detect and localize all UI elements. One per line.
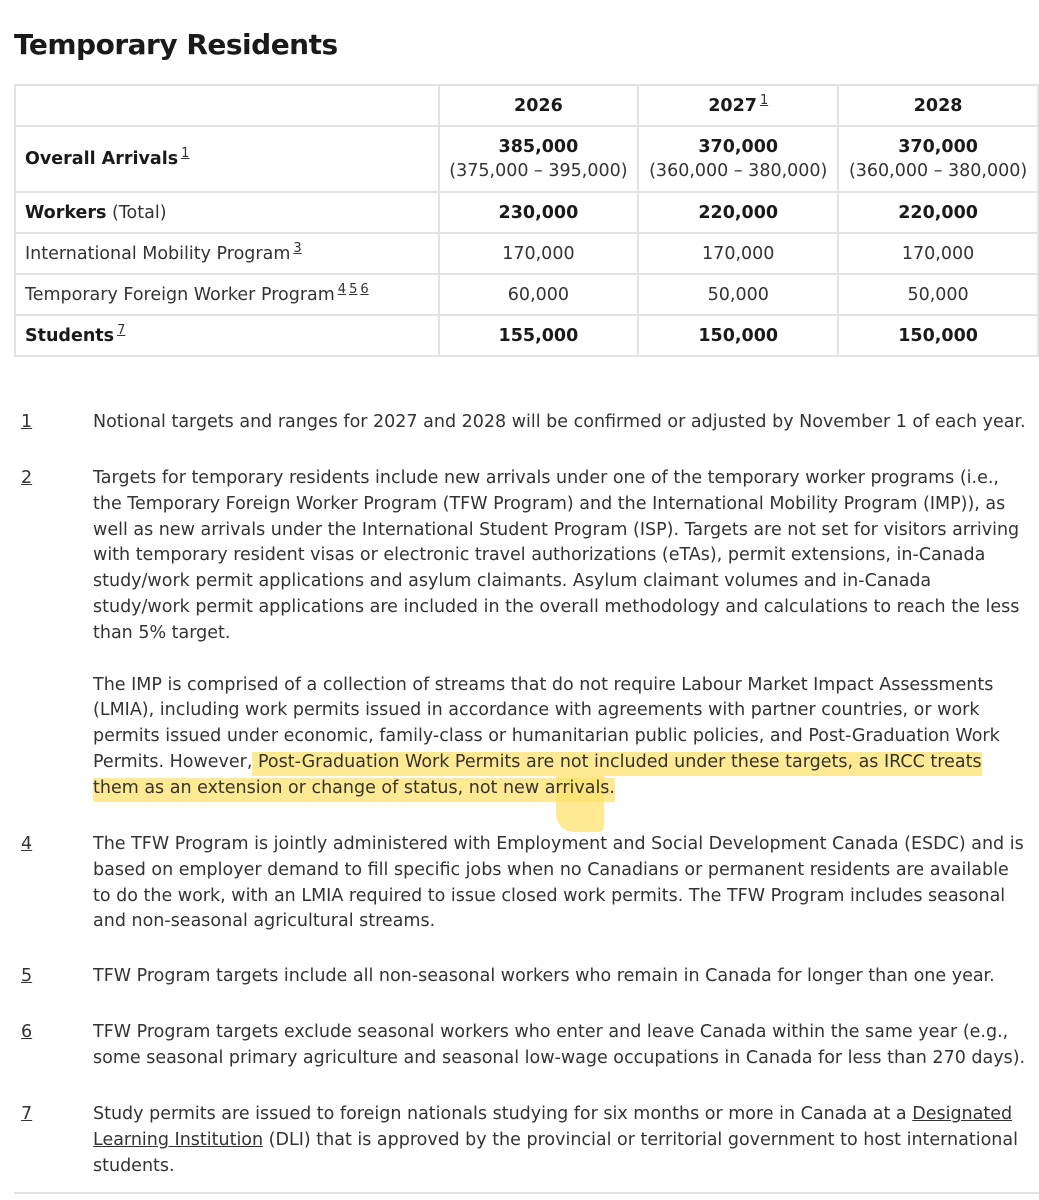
footnote-text-5: TFW Program targets include all non-seasonal workers who remain in Canada for longer than one year. <box>93 966 995 986</box>
footnote-text-6: TFW Program targets exclude seasonal workers who enter and leave Canada within the same year (e.g., some seasonal primary agriculture and seasonal low-wage occupations in Canada for less than 270 days). <box>93 1022 1026 1068</box>
row-label-overall-arrivals: Overall Arrivals $^1$ <box>15 126 439 192</box>
cell-tfwp-2026: 60,000 <box>439 274 639 315</box>
cell-overall-2027: 370,000 (360,000 – 380,000) <box>638 126 838 192</box>
footnote-link-4[interactable]: 4 <box>337 281 347 297</box>
header-2027: 2027 $^1$ <box>638 85 838 126</box>
cell-tfwp-2027: 50,000 <box>638 274 838 315</box>
cell-students-2028: 150,000 <box>838 315 1038 356</box>
footnote-text-2: Targets for temporary residents include new arrivals under one of the temporary worker programs (i.e., the Temporary Foreign Worker Program (TFW Program) and the International Mobility Program (IMP)), as well as new arrivals under the International Student Program (ISP). Targets are not set for visitors arriving with temporary resident visas or electronic travel authorizations (eTAs), permit extensions, in-Canada study/work permit applications and asylum claimants. Asylum claimant volumes and in-Canada study/work permit applications are included in the overall methodology and calculations to reach the less than 5% target. <box>93 468 1020 643</box>
footnote-number-7[interactable]: 7 <box>21 1104 33 1124</box>
cell-workers-2028: 220,000 <box>838 192 1038 233</box>
footnote-number-4[interactable]: 4 <box>21 834 33 854</box>
range-overall-2026: (375,000 – 395,000) <box>449 161 628 181</box>
cell-students-2026: 155,000 <box>439 315 639 356</box>
row-label-tfwp: Temporary Foreign Worker Program $^4$ $^5$ $^6$ <box>15 274 439 315</box>
cell-workers-2027: 220,000 <box>638 192 838 233</box>
dli-link[interactable]: Designated Learning Institution <box>93 1104 1013 1150</box>
table-header-row <box>15 85 1038 126</box>
footnote-text-2-imp: The IMP is comprised of a collection of streams that do not require Labour Market Impact Assessments (LMIA), including work permits issued in accordance with agreements with partner countries, or work permits issued under economic, family-class or humanitarian public policies, and Post-Graduation Work Permits. However, Post-Graduation Work Permits are not included under these targets, as IRCC treats them as an extension or change of status, not new arrivals. <box>93 674 1000 798</box>
cell-imp-2027: 170,000 <box>638 233 838 274</box>
cell-workers-2026: 230,000 <box>439 192 639 233</box>
header-corner-cell <box>15 85 439 126</box>
footnote-text-1: Notional targets and ranges for 2027 and 2028 will be confirmed or adjusted by November 1 of each year. <box>93 412 1026 432</box>
page-title: Temporary Residents <box>14 28 338 61</box>
footnote-number-5[interactable]: 5 <box>21 966 33 986</box>
footnote-link-1[interactable]: 1 <box>759 92 769 108</box>
cell-students-2027: 150,000 <box>638 315 838 356</box>
footnote-link-3[interactable]: 3 <box>293 240 302 256</box>
footnote-number-2[interactable]: 2 <box>21 468 33 488</box>
highlighted-text: Post-Graduation Work Permits are not included under these targets, as IRCC treats them as an extension or change of status, not new arrivals. <box>93 751 982 798</box>
footnote-link-6[interactable]: 6 <box>360 281 369 297</box>
footnote-text-7: Study permits are issued to foreign nationals studying for six months or more in Canada at a Designated Learning Institution (DLI) that is approved by the provincial or territorial government to host international students. <box>93 1104 1018 1176</box>
divider <box>14 1192 1039 1194</box>
table-row-overall-arrivals <box>15 126 1038 192</box>
cell-tfwp-2028: 50,000 <box>838 274 1038 315</box>
cell-overall-2026: 385,000 (375,000 – 395,000) <box>439 126 639 192</box>
table-row-workers <box>15 192 1038 233</box>
footnote-link-7[interactable]: 7 <box>117 322 126 338</box>
range-overall-2027: (360,000 – 380,000) <box>649 161 828 181</box>
footnote-link-5[interactable]: 5 <box>349 281 358 297</box>
header-2026: 2026 <box>439 85 639 126</box>
row-label-imp: International Mobility Program $^3$ <box>15 233 439 274</box>
footnote-number-6[interactable]: 6 <box>21 1022 33 1042</box>
table-row-imp <box>15 233 1038 274</box>
footnote-number-1[interactable]: 1 <box>21 412 33 432</box>
temporary-residents-table <box>14 84 1039 357</box>
cell-overall-2028: 370,000 (360,000 – 380,000) <box>838 126 1038 192</box>
range-overall-2028: (360,000 – 380,000) <box>848 161 1028 181</box>
footnote-link-1[interactable]: 1 <box>181 146 190 162</box>
row-label-students: Students $^7$ <box>15 315 439 356</box>
cell-imp-2028: 170,000 <box>838 233 1038 274</box>
table-row-tfwp <box>15 274 1038 315</box>
cell-imp-2026: 170,000 <box>439 233 639 274</box>
footnote-text-4: The TFW Program is jointly administered with Employment and Social Development Canada (ESDC) and is based on employer demand to fill specific jobs when no Canadians or permanent residents are available to do the work, with an LMIA required to issue closed work permits. The TFW Program includes seasonal and non-seasonal agricultural streams. <box>93 834 1024 932</box>
row-label-workers: Workers (Total) <box>15 192 439 233</box>
table-row-students <box>15 315 1038 356</box>
header-2028: 2028 <box>838 85 1038 126</box>
